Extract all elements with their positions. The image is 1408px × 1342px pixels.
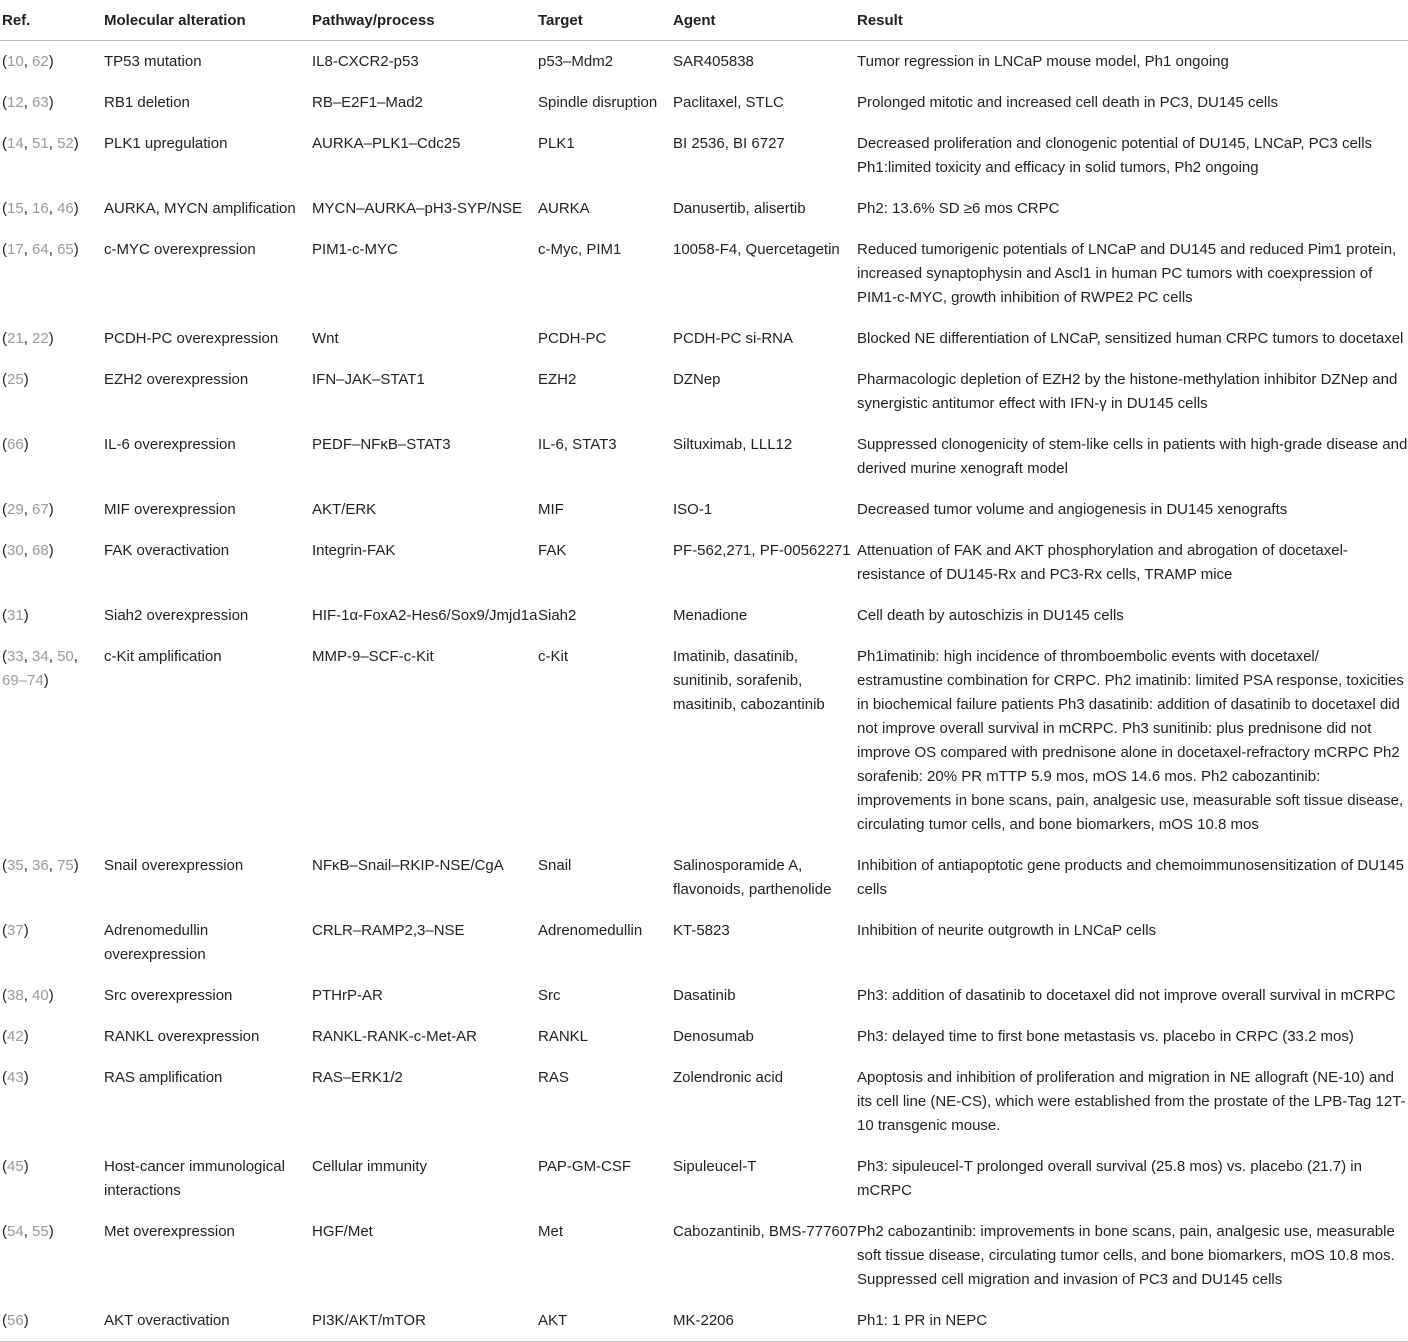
cell-pathway: PI3K/AKT/mTOR [312, 1312, 426, 1329]
cell-ref: (54, 55) [2, 1223, 54, 1240]
cell-agent: Imatinib, dasatinib, sunitinib, sorafenib, masitinib, cabozantinib [673, 648, 825, 713]
cell-alteration: EZH2 overexpression [104, 371, 249, 388]
cell-pathway: Integrin-FAK [312, 542, 396, 559]
table-row [0, 1146, 1408, 1211]
cell-result: Prolonged mitotic and increased cell death in PC3, DU145 cells [857, 94, 1279, 111]
cell-ref: (31) [2, 607, 29, 624]
cell-agent: Denosumab [673, 1028, 754, 1045]
cell-pathway: IFN–JAK–STAT1 [312, 371, 425, 388]
cell-ref: (29, 67) [2, 501, 54, 518]
cell-target: PCDH-PC [538, 330, 607, 347]
cell-alteration: PCDH-PC overexpression [104, 330, 279, 347]
cell-ref: (15, 16, 46) [2, 200, 79, 217]
cell-target: PAP-GM-CSF [538, 1158, 632, 1175]
cell-result: Ph2: 13.6% SD ≥6 mos CRPC [857, 200, 1060, 217]
cell-target: Adrenomedullin [538, 922, 643, 939]
table-row [0, 845, 1408, 910]
table-row [0, 1057, 1408, 1146]
table-row [0, 1300, 1408, 1341]
cell-result: Ph1: 1 PR in NEPC [857, 1312, 988, 1329]
cell-result: Inhibition of neurite outgrowth in LNCaP cells [857, 922, 1157, 939]
cell-ref: (14, 51, 52) [2, 135, 79, 152]
cell-agent: Menadione [673, 607, 748, 624]
cell-target: AURKA [538, 200, 590, 217]
cell-pathway: AURKA–PLK1–Cdc25 [312, 135, 461, 152]
table-row [0, 41, 1408, 82]
cell-ref: (66) [2, 436, 29, 453]
table-row [0, 359, 1408, 424]
cell-alteration: PLK1 upregulation [104, 135, 228, 152]
cell-agent: KT-5823 [673, 922, 730, 939]
cell-alteration: TP53 mutation [104, 53, 202, 70]
table-row [0, 82, 1408, 123]
cell-pathway: PEDF–NFκB–STAT3 [312, 436, 451, 453]
cell-agent: SAR405838 [673, 53, 754, 70]
cell-result: Pharmacologic depletion of EZH2 by the histone-methylation inhibitor DZNep and synergistic antitumor effect with IFN-γ in DU145 cells [857, 371, 1398, 412]
cell-pathway: RB–E2F1–Mad2 [312, 94, 423, 111]
cell-target: c-Myc, PIM1 [538, 241, 622, 258]
table-row [0, 1016, 1408, 1057]
cell-agent: PF-562,271, PF-00562271 [673, 542, 851, 559]
cell-pathway: AKT/ERK [312, 501, 377, 518]
cell-result: Attenuation of FAK and AKT phosphorylation and abrogation of docetaxel-resistance of DU145-Rx and PC3-Rx cells, TRAMP mice [857, 542, 1348, 583]
cell-result: Apoptosis and inhibition of proliferation and migration in NE allograft (NE-10) and its cell line (NE-CS), which were established from the prostate of the LPB-Tag 12T-10 transgenic mouse. [857, 1069, 1406, 1134]
cell-pathway: NFκB–Snail–RKIP-NSE/CgA [312, 857, 504, 874]
cell-pathway: PIM1-c-MYC [312, 241, 398, 258]
cell-target: RANKL [538, 1028, 589, 1045]
table-row [0, 424, 1408, 489]
cell-agent: Dasatinib [673, 987, 736, 1004]
cell-pathway: HGF/Met [312, 1223, 373, 1240]
cell-result: Reduced tumorigenic potentials of LNCaP and DU145 and reduced Pim1 protein, increased synaptophysin and Ascl1 in human PC tumors with coexpression of PIM1-c-MYC, growth inhibition of RWPE2 PC cells [857, 241, 1397, 306]
cell-alteration: RB1 deletion [104, 94, 190, 111]
cell-alteration: Adrenomedullin overexpression [104, 922, 209, 963]
cell-alteration: FAK overactivation [104, 542, 230, 559]
cell-pathway: HIF-1α-FoxA2-Hes6/Sox9/Jmjd1a [312, 607, 538, 624]
cell-result: Ph3: sipuleucel-T prolonged overall survival (25.8 mos) vs. placebo (21.7) in mCRPC [857, 1158, 1362, 1199]
cell-pathway: MMP-9–SCF-c-Kit [312, 648, 434, 665]
cell-target: p53–Mdm2 [538, 53, 614, 70]
cell-ref: (56) [2, 1312, 29, 1329]
cell-alteration: AURKA, MYCN amplification [104, 200, 296, 217]
cell-target: Spindle disruption [538, 94, 658, 111]
cell-alteration: Snail overexpression [104, 857, 244, 874]
header-ref: Ref. [2, 11, 31, 29]
cell-pathway: IL8-CXCR2-p53 [312, 53, 419, 70]
cell-result: Ph3: delayed time to first bone metastasis vs. placebo in CRPC (33.2 mos) [857, 1028, 1354, 1045]
cell-result: Blocked NE differentiation of LNCaP, sensitized human CRPC tumors to docetaxel [857, 330, 1404, 347]
cell-pathway: MYCN–AURKA–pH3-SYP/NSE [312, 200, 523, 217]
cell-ref: (43) [2, 1069, 29, 1086]
cell-ref: (42) [2, 1028, 29, 1045]
cell-target: FAK [538, 542, 567, 559]
cell-target: Siah2 [538, 607, 577, 624]
header-alteration: Molecular alteration [104, 11, 246, 29]
cell-alteration: RAS amplification [104, 1069, 223, 1086]
cell-agent: Cabozantinib, BMS-777607 [673, 1223, 857, 1240]
cell-pathway: Wnt [312, 330, 339, 347]
cell-agent: Danusertib, alisertib [673, 200, 806, 217]
cell-alteration: Src overexpression [104, 987, 233, 1004]
cell-agent: Paclitaxel, STLC [673, 94, 784, 111]
table-row [0, 975, 1408, 1016]
cell-ref: (21, 22) [2, 330, 54, 347]
table-row [0, 636, 1408, 845]
cell-result: Cell death by autoschizis in DU145 cells [857, 607, 1124, 624]
cell-result: Inhibition of antiapoptotic gene products and chemoimmunosensitization of DU145 cells [857, 857, 1405, 898]
cell-pathway: RANKL-RANK-c-Met-AR [312, 1028, 478, 1045]
cell-agent: DZNep [673, 371, 721, 388]
cell-target: AKT [538, 1312, 568, 1329]
header-agent: Agent [673, 11, 716, 29]
table-row [0, 910, 1408, 975]
cell-ref: (10, 62) [2, 53, 54, 70]
cell-result: Decreased proliferation and clonogenic potential of DU145, LNCaP, PC3 cells Ph1:limited toxicity and efficacy in solid tumors, Ph2 ongoing [857, 135, 1373, 176]
cell-ref: (45) [2, 1158, 29, 1175]
cell-pathway: Cellular immunity [312, 1158, 428, 1175]
cell-pathway: CRLR–RAMP2,3–NSE [312, 922, 465, 939]
cell-target: PLK1 [538, 135, 575, 152]
table-row [0, 188, 1408, 229]
cell-agent: Sipuleucel-T [673, 1158, 757, 1175]
cell-result: Decreased tumor volume and angiogenesis in DU145 xenografts [857, 501, 1288, 518]
cell-target: Src [538, 987, 561, 1004]
cell-target: Snail [538, 857, 572, 874]
cell-result: Suppressed clonogenicity of stem-like cells in patients with high-grade disease and derived murine xenograft model [857, 436, 1408, 477]
table-body [0, 41, 1408, 1341]
cell-ref: (30, 68) [2, 542, 54, 559]
cell-ref: (38, 40) [2, 987, 54, 1004]
cell-ref: (35, 36, 75) [2, 857, 79, 874]
cell-ref: (37) [2, 922, 29, 939]
cell-alteration: AKT overactivation [104, 1312, 230, 1329]
cell-alteration: Host-cancer immunological interactions [104, 1158, 285, 1199]
cell-alteration: Siah2 overexpression [104, 607, 249, 624]
cell-alteration: IL-6 overexpression [104, 436, 236, 453]
cell-pathway: RAS–ERK1/2 [312, 1069, 403, 1086]
cell-target: RAS [538, 1069, 569, 1086]
header-target: Target [538, 11, 583, 29]
cell-target: EZH2 [538, 371, 577, 388]
cell-agent: Salinosporamide A, flavonoids, parthenolide [673, 857, 832, 898]
table-row [0, 489, 1408, 530]
cell-alteration: RANKL overexpression [104, 1028, 260, 1045]
cell-agent: 10058-F4, Quercetagetin [673, 241, 840, 258]
cell-pathway: PTHrP-AR [312, 987, 383, 1004]
table-row [0, 123, 1408, 188]
cell-alteration: Met overexpression [104, 1223, 235, 1240]
cell-ref: (17, 64, 65) [2, 241, 79, 258]
table-row [0, 530, 1408, 595]
cell-agent: ISO-1 [673, 501, 713, 518]
cell-alteration: c-Kit amplification [104, 648, 222, 665]
cell-target: IL-6, STAT3 [538, 436, 617, 453]
table-header [0, 0, 1408, 41]
cell-ref: (33, 34, 50, 69–74) [2, 648, 78, 689]
table-row [0, 318, 1408, 359]
cell-target: Met [538, 1223, 564, 1240]
cell-result: Ph2 cabozantinib: improvements in bone scans, pain, analgesic use, measurable soft tissue disease, circulating tumor cells, and bone biomarkers, mOS 10.8 mos. Suppressed cell migration and invasion of PC3 and DU145 cells [857, 1223, 1395, 1288]
table-row [0, 229, 1408, 318]
cell-alteration: c-MYC overexpression [104, 241, 256, 258]
cell-agent: PCDH-PC si-RNA [673, 330, 793, 347]
cell-result: Tumor regression in LNCaP mouse model, Ph1 ongoing [857, 53, 1229, 70]
cell-agent: Siltuximab, LLL12 [673, 436, 793, 453]
header-pathway: Pathway/process [312, 11, 435, 29]
cell-target: MIF [538, 501, 564, 518]
cell-target: c-Kit [538, 648, 568, 665]
cell-ref: (25) [2, 371, 29, 388]
cell-agent: Zolendronic acid [673, 1069, 784, 1086]
cell-ref: (12, 63) [2, 94, 54, 111]
cell-agent: MK-2206 [673, 1312, 734, 1329]
table-row [0, 1211, 1408, 1300]
cell-agent: BI 2536, BI 6727 [673, 135, 785, 152]
table-row [0, 595, 1408, 636]
cell-result: Ph3: addition of dasatinib to docetaxel did not improve overall survival in mCRPC [857, 987, 1396, 1004]
header-result: Result [857, 11, 903, 29]
cell-alteration: MIF overexpression [104, 501, 236, 518]
cell-result: Ph1imatinib: high incidence of thromboembolic events with docetaxel/ estramustine combination for CRPC. Ph2 imatinib: limited PSA response, toxicities in biochemical failure patients Ph3 dasatinib: addition of dasatinib to docetaxel did not improve overall survival in mCRPC. Ph3 sunitinib: plus prednisone did not improve OS compared with prednisone alone in docetaxel-refractory mCRPC Ph2 sorafenib: 20% PR mTTP 5.9 mos, mOS 14.6 mos. Ph2 cabozantinib: improvements in bone scans, pain, analgesic use, measurable soft tissue disease, circulating tumor cells, and bone biomarkers, mOS 10.8 mos [857, 648, 1404, 833]
